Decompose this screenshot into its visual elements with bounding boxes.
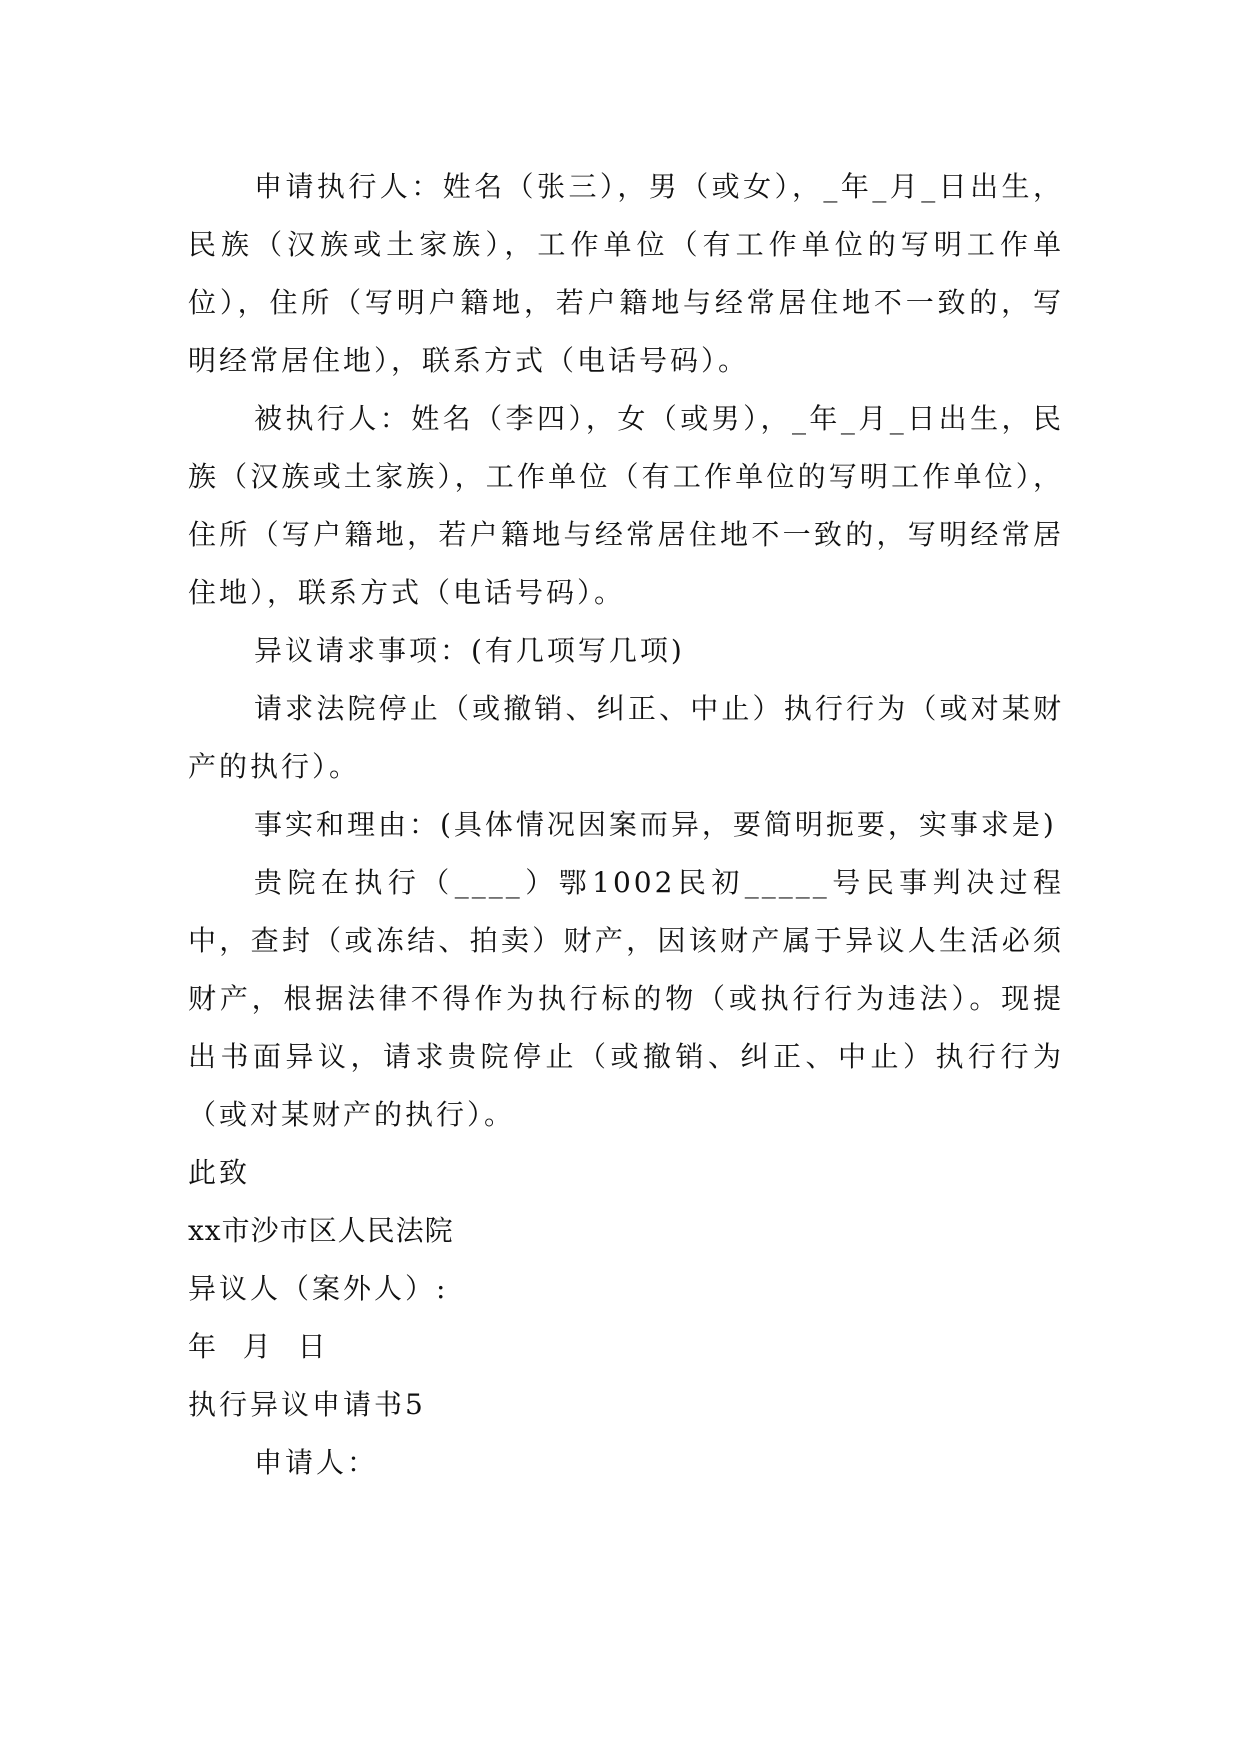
addressee-court: xx市沙市区人民法院 [188, 1214, 454, 1247]
next-document-title: 执行异议申请书5 [188, 1388, 426, 1421]
date-line: 年 月 日 [188, 1330, 329, 1363]
next-applicant-label: 申请人： [254, 1446, 379, 1479]
objection-request-paragraph: 请求法院停止（或撤销、纠正、中止）执行行为（或对某财产的执行）。 [188, 692, 1064, 783]
facts-paragraph: 贵院在执行（____）鄂1002民初_____号民事判决过程中，查封（或冻结、拍卖）财产，因该财产属于异议人生活必须财产，根据法律不得作为执行标的物（或执行行为违法）。现提出书面异议，请求贵院停止（或撤销、纠正、中止）执行行为（或对某财产的执行）。 [188, 866, 1064, 1131]
objection-request-heading: 异议请求事项：(有几项写几项) [254, 634, 685, 667]
salutation: 此致 [188, 1156, 251, 1189]
document-body [188, 158, 1064, 1492]
applicant-paragraph: 申请执行人：姓名（张三），男（或女），_年_月_日出生，民族（汉族或土家族），工作单位（有工作单位的写明工作单位），住所（写明户籍地，若户籍地与经常居住地不一致的，写明经常居住地），联系方式（电话号码）。 [188, 170, 1064, 377]
facts-heading: 事实和理由：(具体情况因案而异，要简明扼要，实事求是) [254, 808, 1057, 841]
objector-label: 异议人（案外人）: [188, 1272, 449, 1305]
respondent-paragraph: 被执行人：姓名（李四），女（或男），_年_月_日出生，民族（汉族或土家族），工作单位（有工作单位的写明工作单位），住所（写户籍地，若户籍地与经常居住地不一致的，写明经常居住地），联系方式（电话号码）。 [188, 402, 1064, 609]
